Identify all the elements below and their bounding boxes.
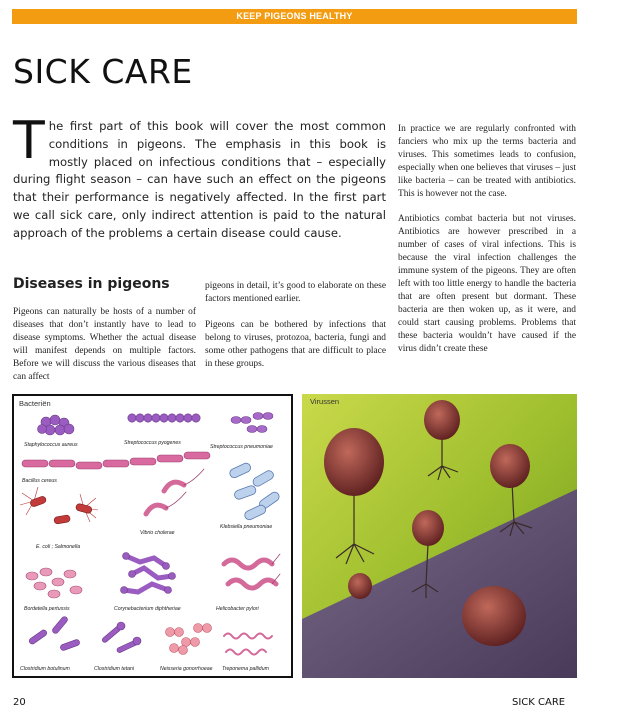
neisseria-drawing (166, 624, 212, 655)
column1-paragraph: Pigeons can naturally be hosts of a number of diseases that don’t instantly have to lead to disease symptoms. Whether the actual disease will manifest depends on multiple factors. Before we will discuss the various diseases that can affect (13, 307, 196, 382)
phage-2-head (424, 400, 460, 440)
column2-paragraph-2: Pigeons can be bothered by infections that belong to viruses, protozoa, bacteria, fungi and some other pathogens that are difficult to place in these groups. (205, 319, 386, 369)
caption-vibrio: Vibrio cholerae (140, 530, 175, 536)
streptococcus-drawing (128, 414, 200, 422)
caption-clostridium-botulinum: Clostridium botulinum (20, 666, 70, 672)
tetani-drawing (101, 622, 141, 653)
clostridium-drawing (28, 615, 80, 651)
caption-helicobacter: Helicobacter pylori (216, 606, 259, 612)
caption-klebsiella: Klebsiella pneumoniae (220, 524, 273, 530)
corynebacterium-drawing (121, 553, 176, 594)
phage-4-head (412, 510, 444, 546)
intro-text: he first part of this book will cover the most common conditions in pigeons. The emphasis in this book is mostly placed on infectious conditions that – especially during flight season – can have such an effect on the pigeons that their performance is negatively affected. In the first part we call sick care, only indirect attention is paid to the natural approach of the problems a certain disease could cause. (13, 119, 386, 240)
header-banner: KEEP PIGEONS HEALTHY (12, 9, 577, 24)
phage-5-head (462, 586, 526, 646)
bacteria-illustration (14, 396, 291, 676)
treponema-drawing (224, 634, 272, 655)
page-title: SICK CARE (13, 52, 193, 91)
caption-ecoli: E. coli ; Salmonella (36, 544, 81, 550)
caption-corynebacterium: Corynebacterium diphtheriae (114, 606, 181, 612)
virus-illustration (302, 394, 577, 678)
caption-treponema: Treponema pallidum (222, 666, 269, 672)
staphylococcus-drawing (38, 415, 75, 435)
caption-streptococcus-pyogenes: Streptococcus pyogenes (124, 440, 181, 446)
column-2 (205, 280, 386, 383)
caption-bacillus: Bacillus cereus (22, 478, 57, 484)
column2-paragraph-1: pigeons in detail, it’s good to elaborate on these factors mentioned earlier. (205, 281, 386, 304)
column-1 (13, 306, 196, 383)
caption-clostridium-tetani: Clostridium tetani (94, 666, 135, 672)
virus-figure (302, 394, 577, 678)
virus-figure-label: Virussen (310, 397, 340, 406)
caption-streptococcus-pneumoniae: Streptococcus pneumoniae (210, 444, 273, 450)
column3-paragraph-1: In practice we are regularly confronted with fanciers who mix up the terms bacteria and viruses. This sometimes leads to confusion, especially when one believes that viruses – just like bacteria – can be treated with antibiotics. This is however not the case. (398, 124, 576, 199)
intro-paragraph (13, 111, 386, 243)
bacteria-figure (12, 394, 293, 678)
bacillus-drawing (22, 452, 210, 469)
phage-6-head (348, 573, 372, 599)
dropcap: T (13, 111, 45, 171)
caption-neisseria: Neisseria gonorrhoeae (160, 666, 213, 672)
footer-section-title: SICK CARE (512, 697, 566, 708)
pneumoniae-drawing (231, 413, 273, 433)
column3-paragraph-2: Antibiotics combat bacteria but not viruses. Antibiotics are however prescribed in a number of cases of viral infections. This is because the viral infection challenges the immune system of the pigeons. They are often left with too little energy to handle the bacteria that are often present but dormant. These bacteria are then woken up, as it were, and could start causing problems. Problems that these bacteria wouldn’t have caused if the virus didn’t create these (398, 214, 576, 354)
bordetella-drawing (26, 568, 82, 598)
phage-3-head (490, 444, 530, 488)
bacteria-figure-label: Bacteriën (19, 399, 51, 408)
helicobacter-drawing (224, 554, 280, 588)
klebsiella-drawing (228, 462, 281, 521)
vibrio-drawing (146, 469, 204, 514)
caption-bordetella: Bordetella pertussis (24, 606, 70, 612)
page-number: 20 (13, 697, 26, 708)
section-heading: Diseases in pigeons (13, 276, 170, 292)
column-3 (398, 123, 576, 368)
caption-staphylococcus: Staphylococcus aureus (24, 442, 78, 448)
phage-1-head (324, 428, 384, 496)
